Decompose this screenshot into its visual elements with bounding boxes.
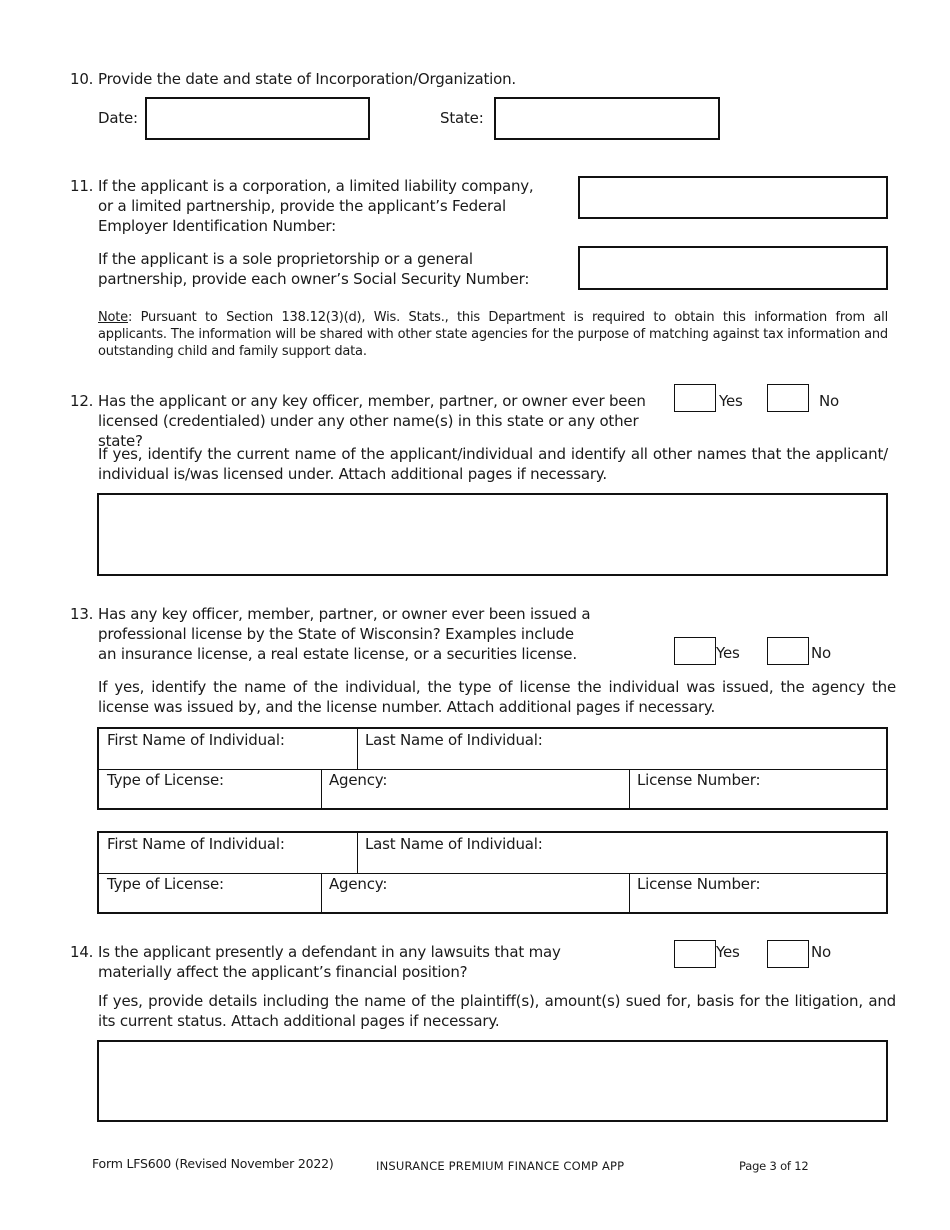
last-name-cell[interactable]: Last Name of Individual: <box>365 835 543 853</box>
q14-followup: If yes, provide details including the name of the plaintiff(s), amount(s) sued for, basis for the litigation, and its current status. Attach additional pages if necessary. <box>98 992 896 1030</box>
fein-field[interactable] <box>578 176 888 219</box>
last-name-cell[interactable]: Last Name of Individual: <box>365 731 543 749</box>
q14-yes-label: Yes <box>716 943 740 961</box>
license-table-1 <box>97 727 888 810</box>
q10-date-label: Date: <box>98 109 138 127</box>
q14-no-checkbox[interactable] <box>767 940 809 968</box>
q10-number: 10. <box>70 70 94 88</box>
q12-no-label: No <box>819 392 839 410</box>
q10-text: Provide the date and state of Incorporation/Organization. <box>98 70 516 88</box>
state-field[interactable] <box>494 97 720 140</box>
agency-cell[interactable]: Agency: <box>329 875 388 893</box>
q14-answer-field[interactable] <box>97 1040 888 1122</box>
license-type-cell[interactable]: Type of License: <box>107 875 224 893</box>
q12-no-checkbox[interactable] <box>767 384 809 412</box>
q11-number: 11. <box>70 177 94 195</box>
note-label: Note <box>98 310 128 325</box>
q13-no-label: No <box>811 644 831 662</box>
q12-yes-checkbox[interactable] <box>674 384 716 412</box>
q13-yes-checkbox[interactable] <box>674 637 716 665</box>
q13-followup: If yes, identify the name of the individual, the type of license the individual was issued, the agency the license was issued by, and the license number. Attach additional pages if necessary. <box>98 678 896 716</box>
license-number-cell[interactable]: License Number: <box>637 875 761 893</box>
q11-note <box>98 309 888 360</box>
q12-number: 12. <box>70 392 94 410</box>
footer-title: INSURANCE PREMIUM FINANCE COMP APP <box>376 1159 625 1173</box>
q13-no-checkbox[interactable] <box>767 637 809 665</box>
ssn-field[interactable] <box>578 246 888 290</box>
note-text: : Pursuant to Section 138.12(3)(d), Wis. Stats., this Department is required to obtain this information from all applicants. The information will be shared with other state agencies for the purpose of matching against tax information and outstanding child and family support data. <box>98 310 888 359</box>
q12-answer-field[interactable] <box>97 493 888 576</box>
q14-yes-checkbox[interactable] <box>674 940 716 968</box>
license-number-cell[interactable]: License Number: <box>637 771 761 789</box>
date-field[interactable] <box>145 97 370 140</box>
license-type-cell[interactable]: Type of License: <box>107 771 224 789</box>
q14-number: 14. <box>70 943 94 961</box>
q11-ssn-text: If the applicant is a sole proprietorship or a general partnership, provide each owner’s Social Security Number: <box>98 250 530 288</box>
q13-number: 13. <box>70 605 94 623</box>
q13-yes-label: Yes <box>716 644 740 662</box>
q12-text: Has the applicant or any key officer, member, partner, or owner ever been licensed (credentialed) under any other name(s) in this state or any other state? <box>98 392 646 450</box>
q12-yes-label: Yes <box>719 392 743 410</box>
q14-text: Is the applicant presently a defendant in any lawsuits that may materially affect the applicant’s financial position? <box>98 943 561 981</box>
footer-page-number: Page 3 of 12 <box>739 1159 809 1173</box>
agency-cell[interactable]: Agency: <box>329 771 388 789</box>
q14-no-label: No <box>811 943 831 961</box>
first-name-cell[interactable]: First Name of Individual: <box>107 835 285 853</box>
q10-state-label: State: <box>440 109 484 127</box>
q12-followup: If yes, identify the current name of the applicant/individual and identify all other names that the applicant/ individual is/was licensed under. Attach additional pages if necessary. <box>98 445 888 483</box>
footer-form-id: Form LFS600 (Revised November 2022) <box>92 1156 334 1171</box>
license-table-2 <box>97 831 888 914</box>
q13-text: Has any key officer, member, partner, or owner ever been issued a professional license by the State of Wisconsin? Examples include an insurance license, a real estate license, or a securities license. <box>98 605 591 663</box>
q11-fein-text: If the applicant is a corporation, a limited liability company, or a limited partnership, provide the applicant’s Federal Employer Identification Number: <box>98 177 534 235</box>
first-name-cell[interactable]: First Name of Individual: <box>107 731 285 749</box>
